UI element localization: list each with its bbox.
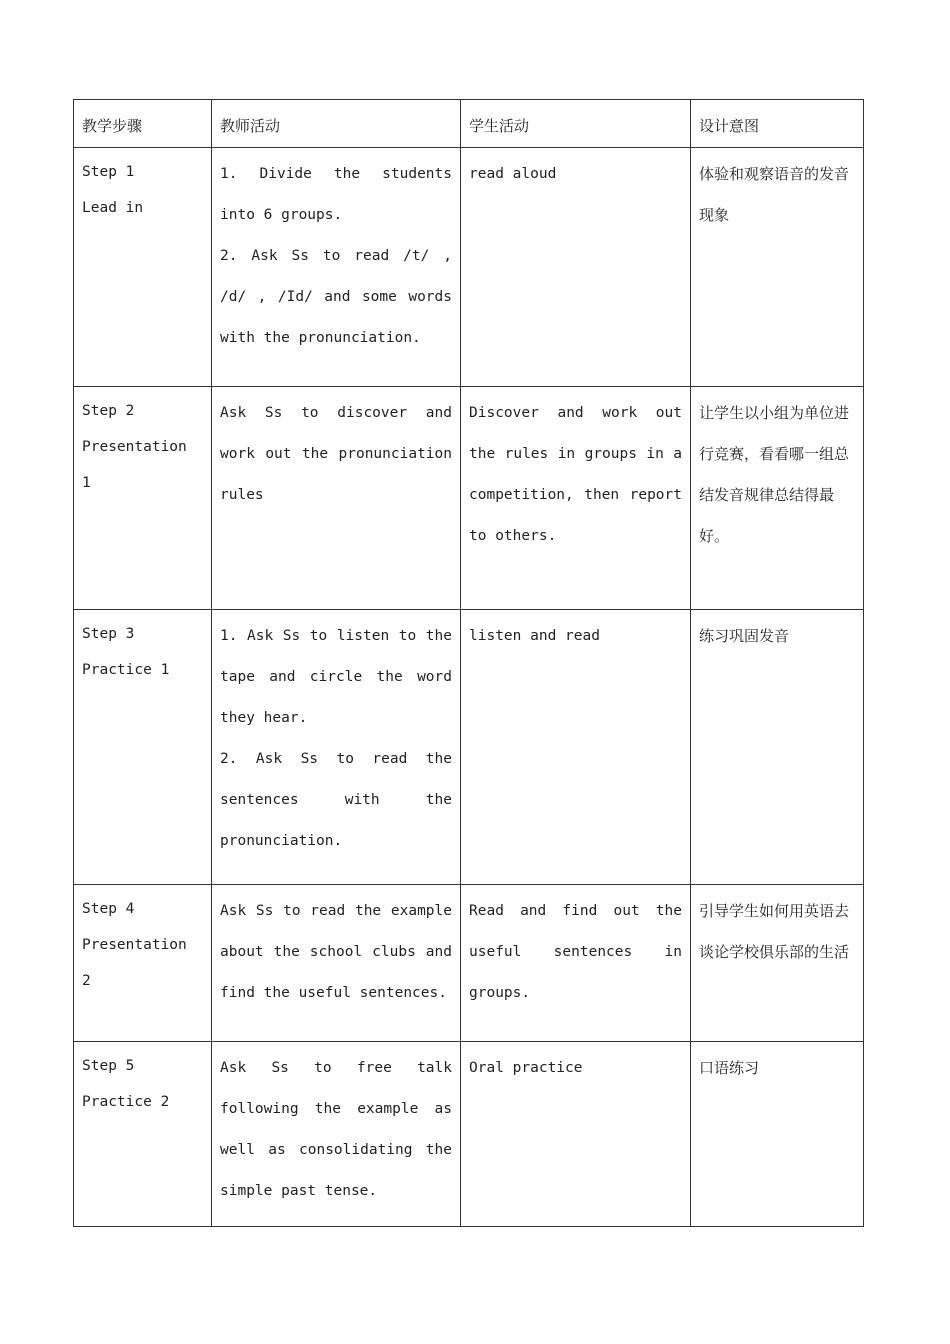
table-row <box>74 610 864 885</box>
step-cell <box>74 387 212 610</box>
step-stage: Lead in <box>82 200 144 216</box>
design-intent-cell: 练习巩固发音 <box>691 610 864 885</box>
teacher-activity-cell <box>212 885 461 1042</box>
design-intent-cell: 体验和观察语音的发音现象 <box>691 148 864 387</box>
teacher-activity-item: Ask Ss to free talk following the example as well as consolidating the simple past tense. <box>220 1060 452 1199</box>
step-cell <box>74 885 212 1042</box>
step-number: Step 5 <box>82 1058 135 1074</box>
step-number: Step 3 <box>82 626 135 642</box>
step-cell <box>74 1042 212 1227</box>
teacher-activity-cell <box>212 148 461 387</box>
step-stage: Presentation 2 <box>82 937 187 989</box>
header-step: 教学步骤 <box>74 100 212 148</box>
step-cell <box>74 148 212 387</box>
student-activity-cell: read aloud <box>461 148 691 387</box>
teacher-activity-cell <box>212 1042 461 1227</box>
student-activity-cell: listen and read <box>461 610 691 885</box>
header-design-intent: 设计意图 <box>691 100 864 148</box>
teacher-activity-item: Ask Ss to read the example about the school clubs and find the useful sentences. <box>220 903 452 1001</box>
student-activity-cell: Discover and work out the rules in groups in a competition, then report to others. <box>461 387 691 610</box>
teacher-activity-item: 1. Ask Ss to listen to the tape and circle the word they hear. <box>220 628 452 726</box>
teacher-activity-cell <box>212 610 461 885</box>
header-teacher-activity: 教师活动 <box>212 100 461 148</box>
student-activity-cell: Oral practice <box>461 1042 691 1227</box>
step-number: Step 2 <box>82 403 135 419</box>
step-stage: Practice 2 <box>82 1094 170 1110</box>
design-intent-cell: 让学生以小组为单位进行竞赛，看看哪一组总结发音规律总结得最好。 <box>691 387 864 610</box>
design-intent-cell: 口语练习 <box>691 1042 864 1227</box>
step-stage: Presentation 1 <box>82 439 187 491</box>
step-number: Step 4 <box>82 901 135 917</box>
step-cell <box>74 610 212 885</box>
table-row <box>74 148 864 387</box>
table-row <box>74 387 864 610</box>
student-activity-cell: Read and find out the useful sentences in groups. <box>461 885 691 1042</box>
teacher-activity-item: 2. Ask Ss to read /t/ , /d/ , /Id/ and some words with the pronunciation. <box>220 248 452 346</box>
table-row <box>74 885 864 1042</box>
table-row <box>74 1042 864 1227</box>
design-intent-cell: 引导学生如何用英语去谈论学校俱乐部的生活 <box>691 885 864 1042</box>
teacher-activity-cell <box>212 387 461 610</box>
table-header-row <box>74 100 864 148</box>
step-stage: Practice 1 <box>82 662 170 678</box>
teacher-activity-item: 1. Divide the students into 6 groups. <box>220 166 452 223</box>
teacher-activity-item: 2. Ask Ss to read the sentences with the pronunciation. <box>220 751 452 849</box>
step-number: Step 1 <box>82 164 135 180</box>
teacher-activity-item: Ask Ss to discover and work out the pronunciation rules <box>220 405 452 503</box>
lesson-plan-table <box>73 99 864 1227</box>
header-student-activity: 学生活动 <box>461 100 691 148</box>
